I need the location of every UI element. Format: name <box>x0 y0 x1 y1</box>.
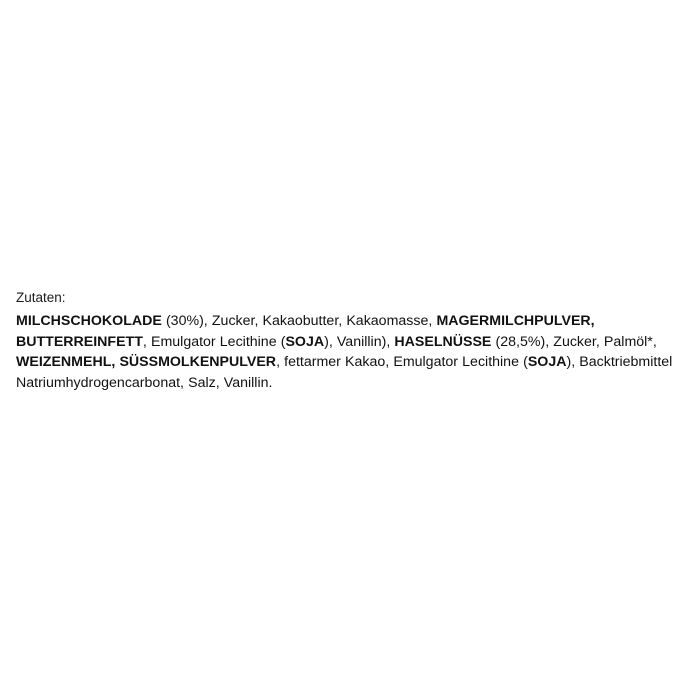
allergen-emphasis: MILCHSCHOKOLADE <box>16 313 162 329</box>
ingredients-heading: Zutaten: <box>16 290 66 305</box>
ingredients-text <box>16 311 684 393</box>
allergen-emphasis: MAGERMILCHPULVER, BUTTERREINFETT <box>16 313 595 350</box>
ingredient-run: (30%), Zucker, Kakaobutter, Kakaomasse, <box>161 313 437 329</box>
allergen-emphasis: SOJA <box>285 333 325 350</box>
ingredient-run: , fettarmer Kakao, Emulgator Lecithine ( <box>276 354 528 370</box>
allergen-emphasis: HASELNÜSSE <box>394 333 492 350</box>
ingredients-block <box>16 288 684 393</box>
ingredient-run: ), Backtriebmittel Natriumhydrogencarbonat, Salz, Vanillin. <box>16 354 673 391</box>
ingredient-run: , Emulgator Lecithine ( <box>142 333 286 350</box>
ingredient-run: (28,5%), Zucker, Palmöl*, <box>491 333 657 350</box>
allergen-emphasis: WEIZENMEHL, SÜSSMOLKENPULVER <box>16 354 277 370</box>
allergen-emphasis: SOJA <box>527 354 567 370</box>
ingredient-run: ), Vanillin), <box>324 333 395 350</box>
